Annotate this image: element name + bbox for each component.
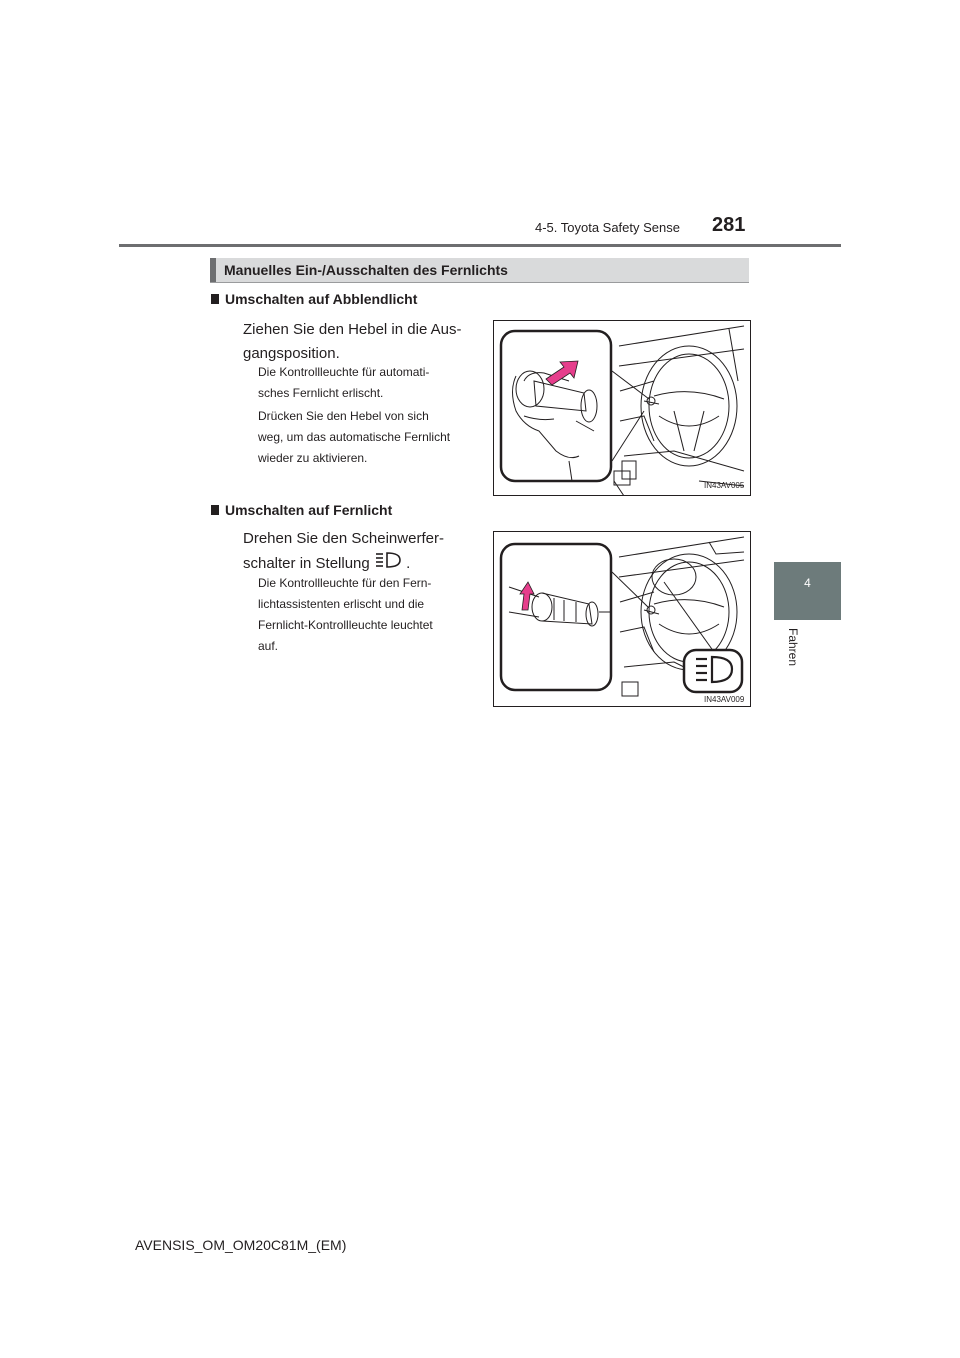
section-heading-text: Manuelles Ein-/Ausschalten des Fernlichts [224, 262, 508, 278]
chapter-number: 4 [804, 576, 811, 590]
note-line: Drücken Sie den Hebel von sich [258, 409, 429, 423]
note-high-beam-indicator [258, 573, 478, 657]
instruction-line: gangsposition. [243, 345, 340, 362]
dashboard-headlight-switch-illustration [494, 532, 750, 706]
page-number: 281 [712, 214, 746, 236]
note-reactivate [258, 406, 478, 469]
section-heading-bar [210, 258, 216, 282]
note-line: sches Fernlicht erlischt. [258, 386, 384, 400]
square-bullet-icon [211, 294, 219, 304]
chapter-tab [774, 562, 841, 620]
instruction-high-beam [243, 527, 477, 577]
figure-code: IN43AV005 [704, 481, 745, 490]
subheading-high-beam-text: Umschalten auf Fernlicht [225, 502, 393, 518]
dashboard-lever-pull-illustration [494, 321, 750, 495]
square-bullet-icon [211, 505, 219, 515]
figure-high-beam [493, 531, 751, 707]
chapter-label: Fahren [786, 628, 800, 667]
instruction-text: schalter in Stellung [243, 554, 370, 572]
instruction-low-beam [243, 318, 477, 366]
note-line: Die Kontrollleuchte für den Fern- [258, 576, 432, 590]
note-line: wieder zu aktivieren. [258, 451, 368, 465]
note-line: weg, um das automatische Fernlicht [258, 430, 451, 444]
subheading-low-beam-text: Umschalten auf Abblendlicht [225, 291, 418, 307]
section-heading [210, 258, 749, 283]
document-code: AVENSIS_OM_OM20C81M_(EM) [135, 1237, 347, 1253]
note-indicator-off [258, 362, 478, 404]
page-section-title: 4-5. Toyota Safety Sense [534, 220, 680, 235]
note-line: lichtassistenten erlischt und die [258, 597, 425, 611]
instruction-line: Ziehen Sie den Hebel in die Aus- [243, 321, 462, 338]
figure-code: IN43AV009 [704, 695, 745, 704]
subheading-low-beam [211, 291, 417, 307]
note-line: auf. [258, 639, 279, 653]
subheading-high-beam [211, 502, 392, 518]
note-line: Fernlicht-Kontrollleuchte leuchtet [258, 618, 433, 632]
figure-low-beam [493, 320, 751, 496]
header-rule [119, 244, 841, 247]
note-line: Die Kontrollleuchte für automati- [258, 365, 430, 379]
instruction-line: Drehen Sie den Scheinwerfer- [243, 530, 444, 547]
instruction-text: . [406, 554, 411, 572]
